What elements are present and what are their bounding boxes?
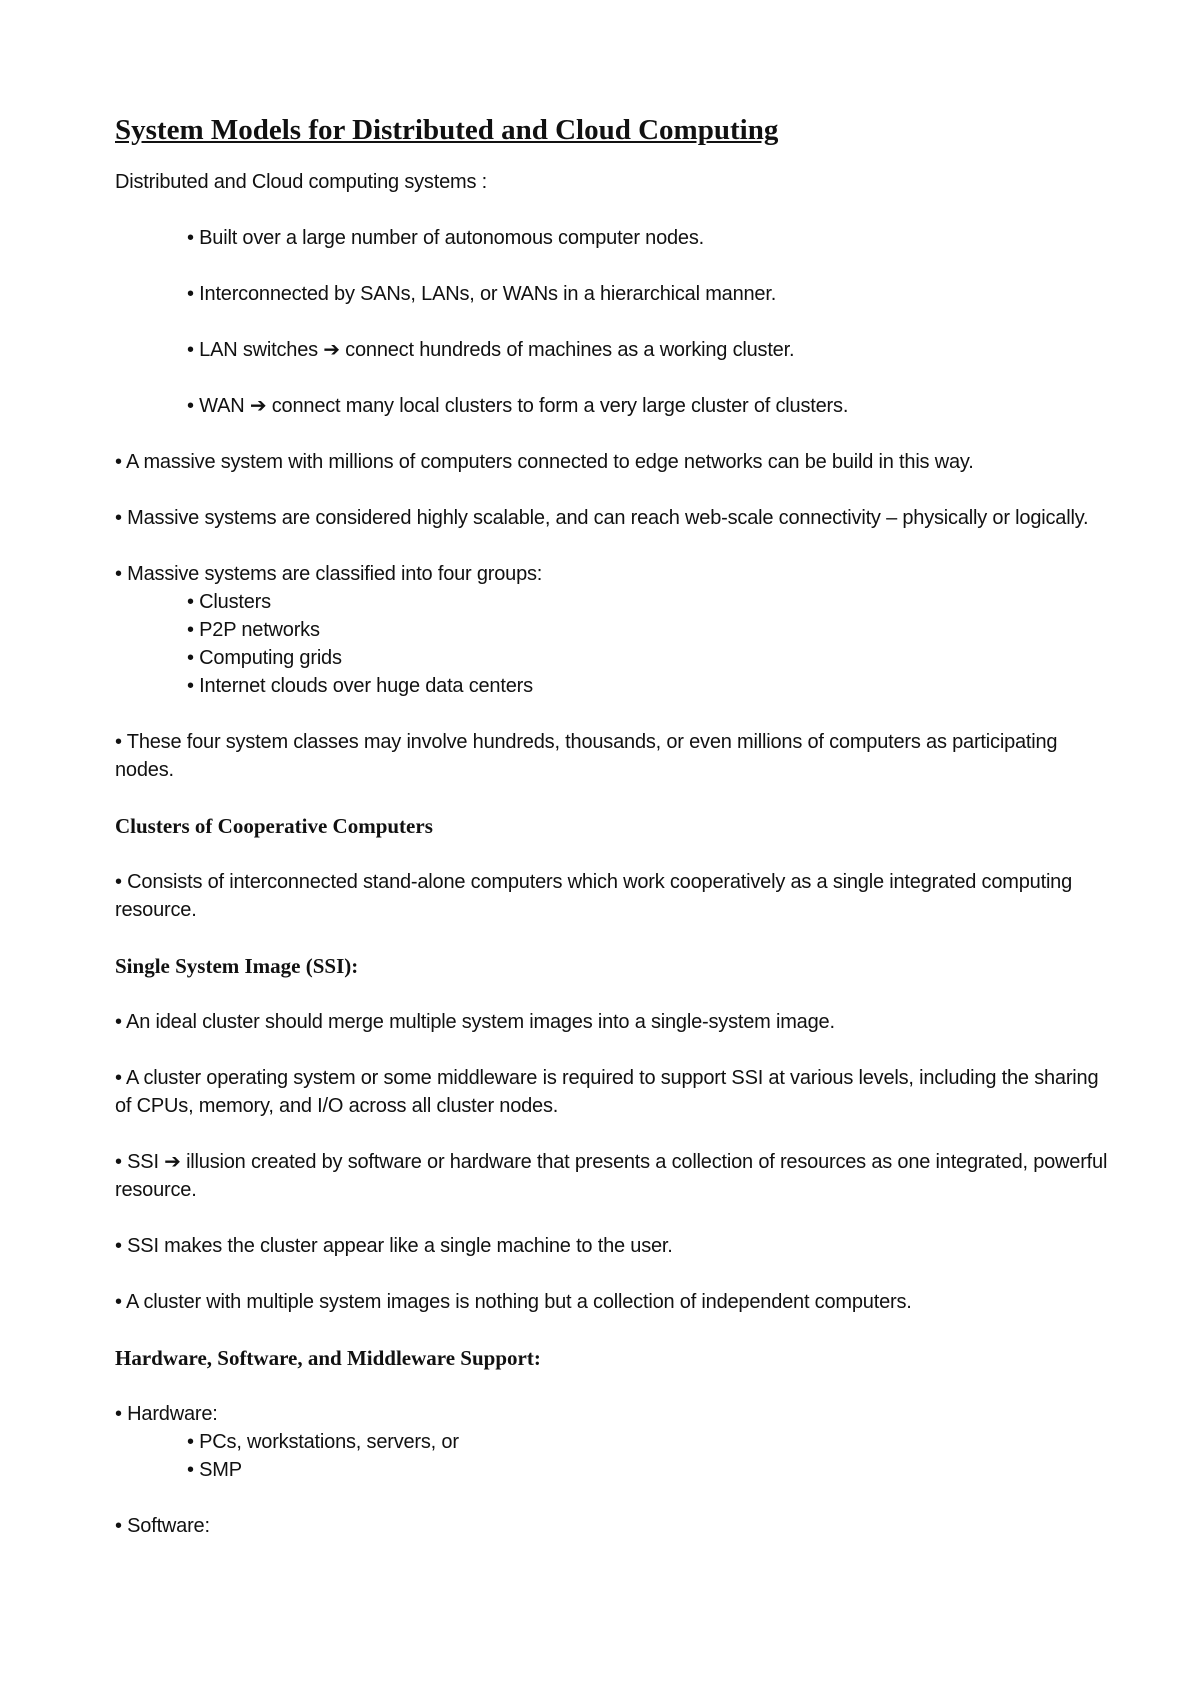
document-title: System Models for Distributed and Cloud Computing — [115, 114, 779, 146]
document-body — [115, 112, 1115, 1568]
list-item: • Clusters — [187, 591, 271, 613]
scalable-paragraph: • Massive systems are considered highly scalable, and can reach web-scale connectivity – physically or logically. — [115, 507, 1089, 529]
list-item: • Computing grids — [187, 647, 342, 669]
ssi-paragraph: • SSI ➔ illusion created by software or hardware that presents a collection of resources as one integrated, powerful resource. — [115, 1151, 1108, 1201]
massive-system-paragraph: • A massive system with millions of computers connected to edge networks can be build in this way. — [115, 451, 974, 473]
intro-paragraph: Distributed and Cloud computing systems : — [115, 171, 487, 193]
ssi-paragraph: • An ideal cluster should merge multiple system images into a single-system image. — [115, 1011, 835, 1033]
intro-bullet: • Interconnected by SANs, LANs, or WANs in a hierarchical manner. — [187, 283, 777, 305]
ssi-paragraph: • A cluster operating system or some middleware is required to support SSI at various levels, including the sharing of CPUs, memory, and I/O across all cluster nodes. — [115, 1067, 1099, 1117]
intro-bullet: • LAN switches ➔ connect hundreds of machines as a working cluster. — [187, 339, 795, 361]
ssi-paragraph: • A cluster with multiple system images is nothing but a collection of independent computers. — [115, 1291, 912, 1313]
system-classes-paragraph: • These four system classes may involve hundreds, thousands, or even millions of computers as participating nodes. — [115, 731, 1058, 781]
consists-paragraph: • Consists of interconnected stand-alone computers which work cooperatively as a single integrated computing resource. — [115, 871, 1073, 921]
list-item: • Internet clouds over huge data centers — [187, 675, 533, 697]
intro-bullet: • WAN ➔ connect many local clusters to form a very large cluster of clusters. — [187, 395, 849, 417]
ssi-paragraph: • SSI makes the cluster appear like a single machine to the user. — [115, 1235, 673, 1257]
classified-paragraph: • Massive systems are classified into four groups: — [115, 563, 543, 585]
hardware-list — [115, 1428, 1115, 1484]
list-item: • PCs, workstations, servers, or — [187, 1431, 459, 1453]
clusters-heading: Clusters of Cooperative Computers — [115, 814, 433, 838]
list-item: • P2P networks — [187, 619, 320, 641]
intro-bullet: • Built over a large number of autonomous computer nodes. — [187, 227, 705, 249]
ssi-heading: Single System Image (SSI): — [115, 954, 359, 978]
hardware-heading: Hardware, Software, and Middleware Support: — [115, 1346, 541, 1370]
hardware-paragraph: • Hardware: — [115, 1403, 218, 1425]
groups-list — [115, 588, 1115, 700]
software-paragraph: • Software: — [115, 1515, 210, 1537]
list-item: • SMP — [187, 1459, 242, 1481]
